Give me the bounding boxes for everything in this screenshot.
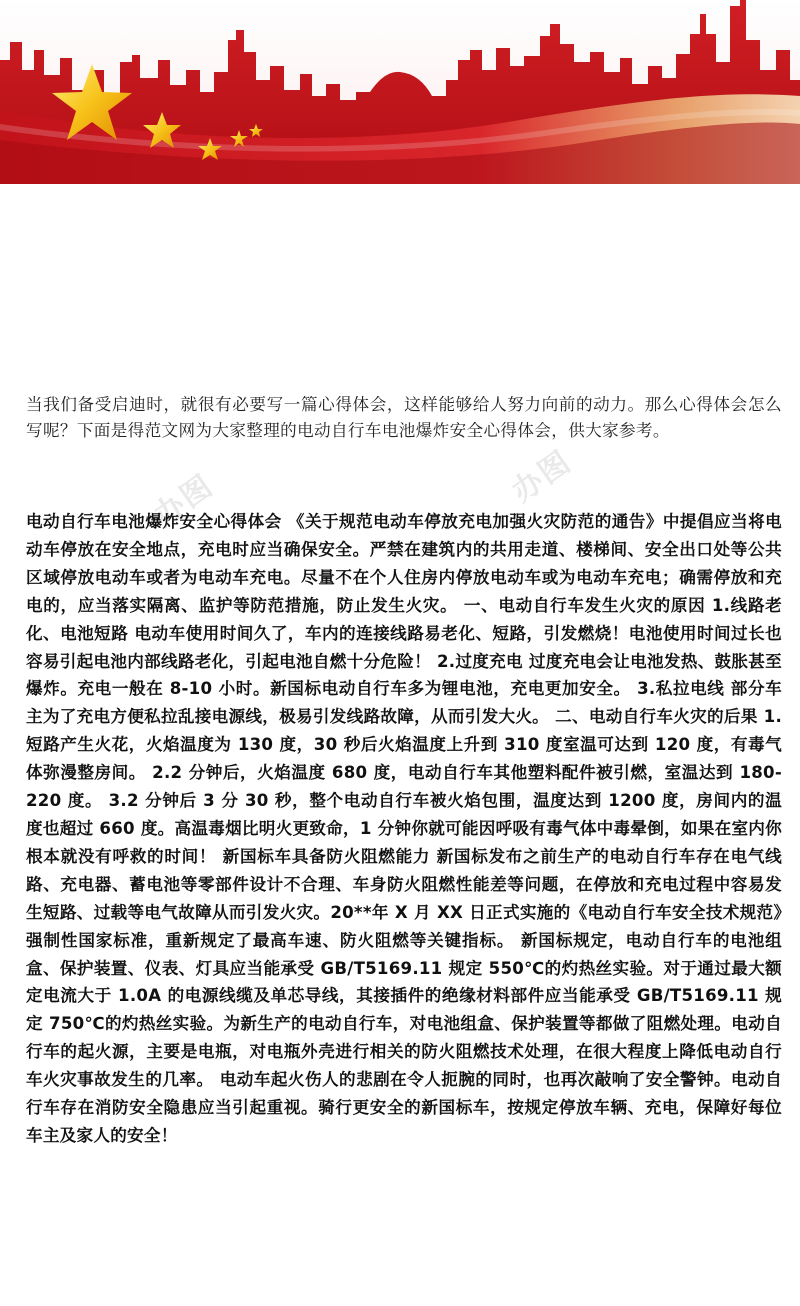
header-banner bbox=[0, 0, 800, 184]
article-body: 电动自行车电池爆炸安全心得体会 《关于规范电动车停放充电加强火灾防范的通告》中提倡应当将电动车停放在安全地点，充电时应当确保安全。严禁在建筑内的共用走道、楼梯间、安全出口处等公共区域停放电动车或者为电动车充电。尽量不在个人住房内停放电动车或为电动车充电；确需停放和充电的，应当落实隔离、监护等防范措施，防止发生火灾。 一、电动自行车发生火灾的原因 1.线路老化、电池短路 电动车使用时间久了，车内的连接线路易老化、短路，引发燃烧！电池使用时间过长也容易引起电池内部线路老化，引起电池自燃十分危险！ 2.过度充电 过度充电会让电池发热、鼓胀甚至爆炸。充电一般在 8-10 小时。新国标电动自行车多为锂电池，充电更加安全。 3.私拉电线 部分车主为了充电方便私拉乱接电源线，极易引发线路故障，从而引发大火。 二、电动自行车火灾的后果 1.短路产生火花，火焰温度为 130 度，30 秒后火焰温度上升到 310 度室温可达到 120 度，有毒气体弥漫整房间。 2.2 分钟后，火焰温度 680 度，电动自行车其他塑料配件被引燃，室温达到 180-220 度。 3.2 分钟后 3 分 30 秒，整个电动自行车被火焰包围，温度达到 1200 度，房间内的温度也超过 660 度。高温毒烟比明火更致命，1 分钟你就可能因呼吸有毒气体中毒晕倒，如果在室内你根本就没有呼救的时间！ 新国标车具备防火阻燃能力 新国标发布之前生产的电动自行车存在电气线路、充电器、蓄电池等零部件设计不合理、车身防火阻燃性能差等问题，在停放和充电过程中容易发生短路、过载等电气故障从而引发火灾。20**年 X 月 XX 日正式实施的《电动自行车安全技术规范》强制性国家标准，重新规定了最高车速、防火阻燃等关键指标。 新国标规定，电动自行车的电池组盒、保护装置、仪表、灯具应当能承受 GB/T5169.11 规定 550℃的灼热丝实验。对于通过最大额定电流大于 1.0A 的电源线缆及单芯导线，其接插件的绝缘材料部件应当能承受 GB/T5169.11 规定 750℃的灼热丝实验。为新生产的电动自行车，对电池组盒、保护装置等都做了阻燃处理。电动自行车的起火源，主要是电瓶，对电瓶外壳进行相关的防火阻燃技术处理，在很大程度上降低电动自行车火灾事故发生的几率。 电动车起火伤人的悲剧在令人扼腕的同时，也再次敲响了安全警钟。电动自行车存在消防安全隐患应当引起重视。骑行更安全的新国标车，按规定停放车辆、充电，保障好每位车主及家人的安全！ bbox=[26, 512, 782, 1145]
watermark-text: 办图 bbox=[147, 468, 221, 534]
watermark-text: 办图 bbox=[505, 444, 579, 510]
skyline-illustration bbox=[0, 0, 800, 184]
intro-paragraph: 当我们备受启迪时，就很有必要写一篇心得体会，这样能够给人努力向前的动力。那么心得体会怎么写呢？下面是得范文网为大家整理的电动自行车电池爆炸安全心得体会，供大家参考。 bbox=[26, 395, 782, 440]
